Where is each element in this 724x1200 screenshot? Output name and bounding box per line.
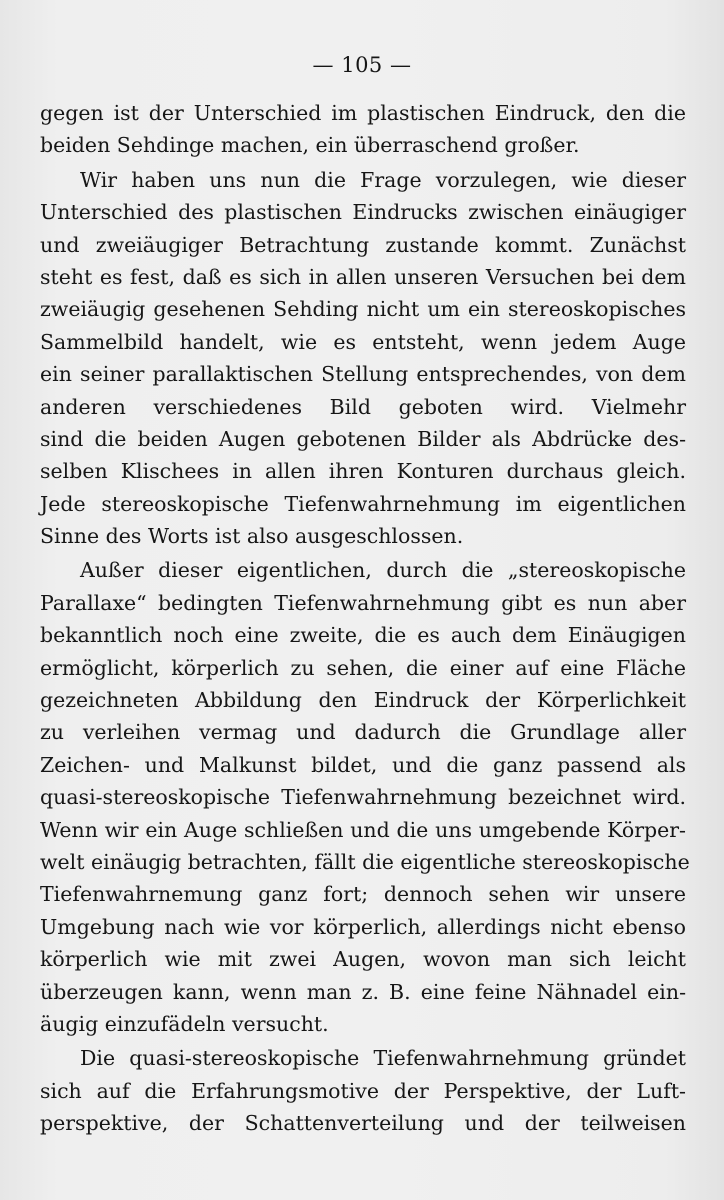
body-text [40,97,690,1140]
text-line: sind die beiden Augen gebotenen Bilder als Abdrücke des- [40,426,686,451]
text-line: Jede stereoskopische Tiefenwahrnehmung im eigentlichen [40,491,686,516]
text-line: Parallaxe“ bedingten Tiefenwahrnehmung gibt es nun aber [40,590,686,615]
text-line: beiden Sehdinge machen, ein überraschend großer. [40,133,580,158]
text-line: überzeugen kann, wenn man z. B. eine feine Nähnadel ein- [40,979,686,1004]
paragraph [40,554,690,1040]
paragraph [40,164,686,553]
text-line: sich auf die Erfahrungsmotive der Perspektive, der Luft- [40,1078,686,1103]
text-line: steht es fest, daß es sich in allen unseren Versuchen bei dem [40,264,686,289]
text-line: Tiefenwahrnemung ganz fort; dennoch sehen wir unsere [40,882,686,907]
page-number: — 105 — [312,53,412,77]
text-line: Sinne des Worts ist also ausgeschlossen. [40,524,464,549]
paragraph [40,97,686,162]
text-line: Umgebung nach wie vor körperlich, allerdings nicht ebenso [40,914,686,939]
text-line: körperlich wie mit zwei Augen, wovon man sich leicht [40,947,686,972]
text-line: Wir haben uns nun die Frage vorzulegen, wie dieser [80,167,686,192]
text-line: Sammelbild handelt, wie es entsteht, wenn jedem Auge [40,329,686,354]
text-line: zu verleihen vermag und dadurch die Grundlage aller [40,720,686,745]
text-line: Wenn wir ein Auge schließen und die uns umgebende Körper- [40,817,686,842]
text-line: gezeichneten Abbildung den Eindruck der Körperlichkeit [40,688,686,713]
text-line: ein seiner parallaktischen Stellung entsprechendes, von dem [40,362,686,387]
text-line: gegen ist der Unterschied im plastischen Eindruck, den die [40,101,686,125]
text-line: welt einäugig betrachten, fällt die eigentliche stereoskopische [40,849,690,874]
text-line: Die quasi-stereoskopische Tiefenwahrnehmung gründet [80,1046,686,1071]
text-line: perspektive, der Schattenverteilung und der teilweisen [40,1111,686,1136]
text-line: selben Klischees in allen ihren Konturen durchaus gleich. [40,459,686,484]
text-line: Unterschied des plastischen Eindrucks zwischen einäugiger [40,200,686,225]
text-line: anderen verschiedenes Bild geboten wird. Vielmehr [40,394,686,419]
text-line: quasi-stereoskopische Tiefenwahrnehmung bezeichnet wird. [40,785,686,810]
text-line: äugig einzufädeln versucht. [40,1011,329,1036]
text-line: Zeichen- und Malkunst bildet, und die ganz passend als [40,752,686,777]
text-line: und zweiäugiger Betrachtung zustande kommt. Zunächst [40,232,686,257]
text-line: Außer dieser eigentlichen, durch die „stereoskopische [80,558,686,583]
text-line: ermöglicht, körperlich zu sehen, die einer auf eine Fläche [40,655,686,680]
text-line: bekanntlich noch eine zweite, die es auch dem Einäugigen [40,623,686,648]
paragraph [40,1042,686,1139]
text-line: zweiäugig gesehenen Sehding nicht um ein stereoskopisches [40,297,686,322]
